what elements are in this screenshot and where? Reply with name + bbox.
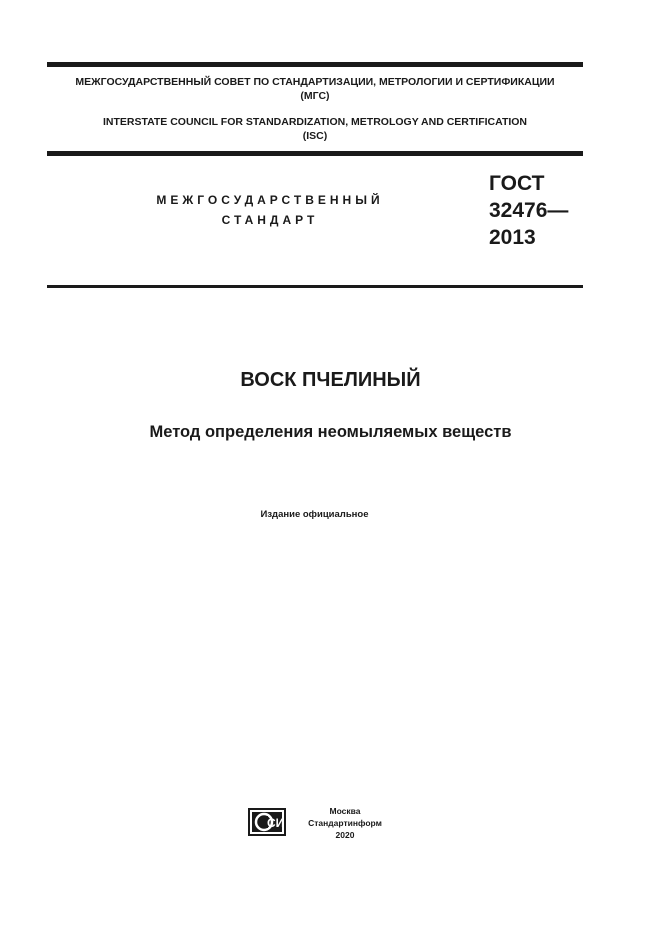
gost-designation <box>489 170 568 251</box>
publisher-info <box>300 805 390 841</box>
council-abbr-ru: (МГС) <box>300 90 330 102</box>
standard-type-line1: МЕЖГОСУДАРСТВЕННЫЙ <box>156 193 384 207</box>
document-title: ВОСК ПЧЕЛИНЫЙ <box>240 369 421 391</box>
document-subtitle: Метод определения неомыляемых веществ <box>149 423 512 441</box>
top-rule <box>47 62 583 67</box>
edition-note: Издание официальное <box>260 509 369 520</box>
council-name-ru <box>47 75 583 103</box>
publication-year: 2020 <box>335 830 355 840</box>
council-name-en-line1: INTERSTATE COUNCIL FOR STANDARDIZATION, METROLOGY AND CERTIFICATION <box>102 116 528 128</box>
publisher-name: Стандартинформ <box>308 818 382 828</box>
council-abbr-en: (ISC) <box>302 130 328 142</box>
standartinform-logo-icon <box>248 808 286 836</box>
council-name-en <box>47 115 583 143</box>
logo-lettering: СИ <box>267 816 285 830</box>
publisher-city: Москва <box>329 806 361 816</box>
gost-number: 32476— <box>489 199 569 222</box>
gost-label: ГОСТ <box>489 172 545 195</box>
council-name-ru-line1: МЕЖГОСУДАРСТВЕННЫЙ СОВЕТ ПО СТАНДАРТИЗАЦИИ, МЕТРОЛОГИИ И СЕРТИФИКАЦИИ <box>75 76 555 88</box>
middle-rule <box>47 151 583 156</box>
standard-type-line2: СТАНДАРТ <box>221 213 319 227</box>
gost-year: 2013 <box>489 226 536 249</box>
bottom-rule <box>47 285 583 288</box>
